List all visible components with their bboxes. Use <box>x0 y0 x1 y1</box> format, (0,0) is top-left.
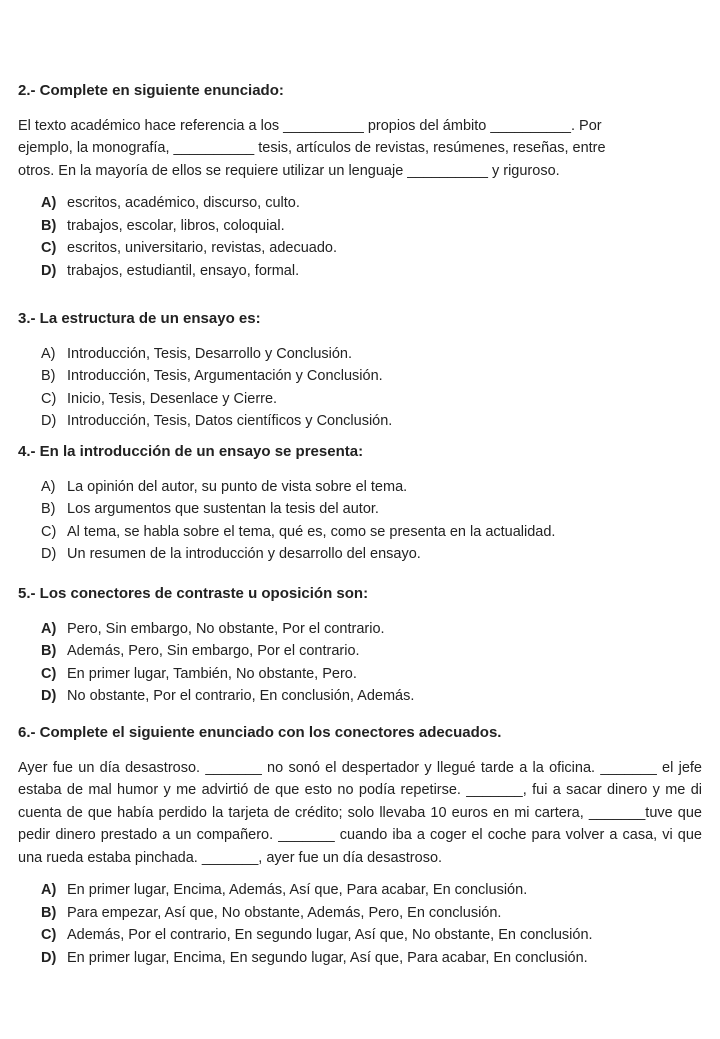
option-letter: D) <box>41 262 57 279</box>
question-5-options <box>18 618 702 708</box>
option-a[interactable] <box>41 343 702 366</box>
option-letter: B) <box>41 904 57 921</box>
option-text: trabajos, escolar, libros, coloquial. <box>67 217 285 234</box>
question-3-title: 3.- La estructura de un ensayo es: <box>18 310 261 327</box>
option-c[interactable] <box>41 521 702 544</box>
option-a[interactable] <box>41 192 702 215</box>
option-b[interactable] <box>41 640 702 663</box>
option-text: Para empezar, Así que, No obstante, Además, Pero, En conclusión. <box>67 904 502 921</box>
option-letter: C) <box>41 927 57 943</box>
option-text: Los argumentos que sustentan la tesis del autor. <box>67 501 379 517</box>
option-letter: B) <box>41 368 56 384</box>
option-d[interactable] <box>41 685 702 708</box>
option-text: No obstante, Por el contrario, En conclusión, Además. <box>67 688 415 704</box>
option-c[interactable] <box>41 663 702 686</box>
option-text: Introducción, Tesis, Datos científicos y Conclusión. <box>67 413 393 429</box>
option-letter: D) <box>41 688 57 704</box>
stem-line: ejemplo, la monografía, __________ tesis, artículos de revistas, resúmenes, reseñas, entre <box>18 140 606 156</box>
option-text: La opinión del autor, su punto de vista sobre el tema. <box>67 478 408 495</box>
question-4-options <box>18 476 702 566</box>
option-c[interactable] <box>41 924 702 947</box>
question-2-options <box>18 192 702 282</box>
question-6-title: 6.- Complete el siguiente enunciado con los conectores adecuados. <box>18 724 502 741</box>
option-letter: A) <box>41 478 56 495</box>
option-letter: C) <box>41 523 57 540</box>
option-letter: B) <box>41 217 57 234</box>
option-letter: B) <box>41 643 57 659</box>
option-a[interactable] <box>41 618 702 641</box>
option-b[interactable] <box>41 365 702 388</box>
option-text: escritos, universitario, revistas, adecuado. <box>67 240 337 256</box>
question-5 <box>18 583 702 708</box>
question-6-stem: Ayer fue un día desastroso. _______ no sonó el despertador y llegué tarde a la oficina. _______ el jefe estaba de mal humor y me advirtió de que esto no podía repetirse. _______, fui a sacar dinero y me di cuenta de que había perdido la tarjeta de crédito; solo llevaba 10 euros en mi cartera, _______tuve que pedir dinero prestado a un compañero. _______ cuando iba a coger el coche para volver a casa, vi que una rueda estaba pinchada. _______, ayer fue un día desastroso. <box>18 759 702 866</box>
option-letter: C) <box>41 665 57 682</box>
option-letter: D) <box>41 949 57 966</box>
option-text: escritos, académico, discurso, culto. <box>67 195 300 211</box>
option-text: Además, Pero, Sin embargo, Por el contrario. <box>67 643 360 659</box>
question-2-title: 2.- Complete en siguiente enunciado: <box>18 82 284 99</box>
option-b[interactable] <box>41 498 702 521</box>
question-6-options <box>18 879 702 969</box>
question-2 <box>18 80 702 282</box>
option-d[interactable] <box>41 543 702 566</box>
option-text: Pero, Sin embargo, No obstante, Por el contrario. <box>67 620 385 637</box>
stem-line: otros. En la mayoría de ellos se requiere utilizar un lenguaje __________ y riguroso. <box>18 162 560 179</box>
stem-line: El texto académico hace referencia a los __________ propios del ámbito __________. Por <box>18 117 602 134</box>
option-d[interactable] <box>41 947 702 970</box>
option-b[interactable] <box>41 902 702 925</box>
question-6 <box>18 722 702 969</box>
option-letter: D) <box>41 413 57 429</box>
question-3-options <box>18 343 702 433</box>
option-text: Al tema, se habla sobre el tema, qué es, como se presenta en la actualidad. <box>67 523 556 540</box>
question-5-title: 5.- Los conectores de contraste u oposición son: <box>18 585 369 602</box>
option-a[interactable] <box>41 476 702 499</box>
option-text: Introducción, Tesis, Desarrollo y Conclusión. <box>67 345 353 362</box>
option-text: trabajos, estudiantil, ensayo, formal. <box>67 262 300 279</box>
option-letter: B) <box>41 501 56 517</box>
option-text: Introducción, Tesis, Argumentación y Conclusión. <box>67 368 383 384</box>
option-text: En primer lugar, También, No obstante, Pero. <box>67 665 357 682</box>
question-4-title: 4.- En la introducción de un ensayo se presenta: <box>18 443 364 460</box>
option-b[interactable] <box>41 215 702 238</box>
option-d[interactable] <box>41 410 702 433</box>
option-letter: D) <box>41 546 57 562</box>
option-letter: A) <box>41 882 57 898</box>
question-2-stem <box>18 115 702 183</box>
option-text: Inicio, Tesis, Desenlace y Cierre. <box>67 390 278 407</box>
option-c[interactable] <box>41 388 702 411</box>
option-text: Además, Por el contrario, En segundo lugar, Así que, No obstante, En conclusión. <box>67 927 593 943</box>
option-letter: A) <box>41 345 56 362</box>
option-letter: C) <box>41 240 57 256</box>
option-text: En primer lugar, Encima, Además, Así que, Para acabar, En conclusión. <box>67 882 528 898</box>
option-d[interactable] <box>41 260 702 283</box>
option-letter: C) <box>41 390 57 407</box>
option-letter: A) <box>41 195 57 211</box>
question-4 <box>18 441 702 566</box>
option-letter: A) <box>41 620 57 637</box>
option-text: Un resumen de la introducción y desarrollo del ensayo. <box>67 546 421 562</box>
option-a[interactable] <box>41 879 702 902</box>
option-text: En primer lugar, Encima, En segundo lugar, Así que, Para acabar, En conclusión. <box>67 949 588 966</box>
option-c[interactable] <box>41 237 702 260</box>
question-3 <box>18 308 702 433</box>
